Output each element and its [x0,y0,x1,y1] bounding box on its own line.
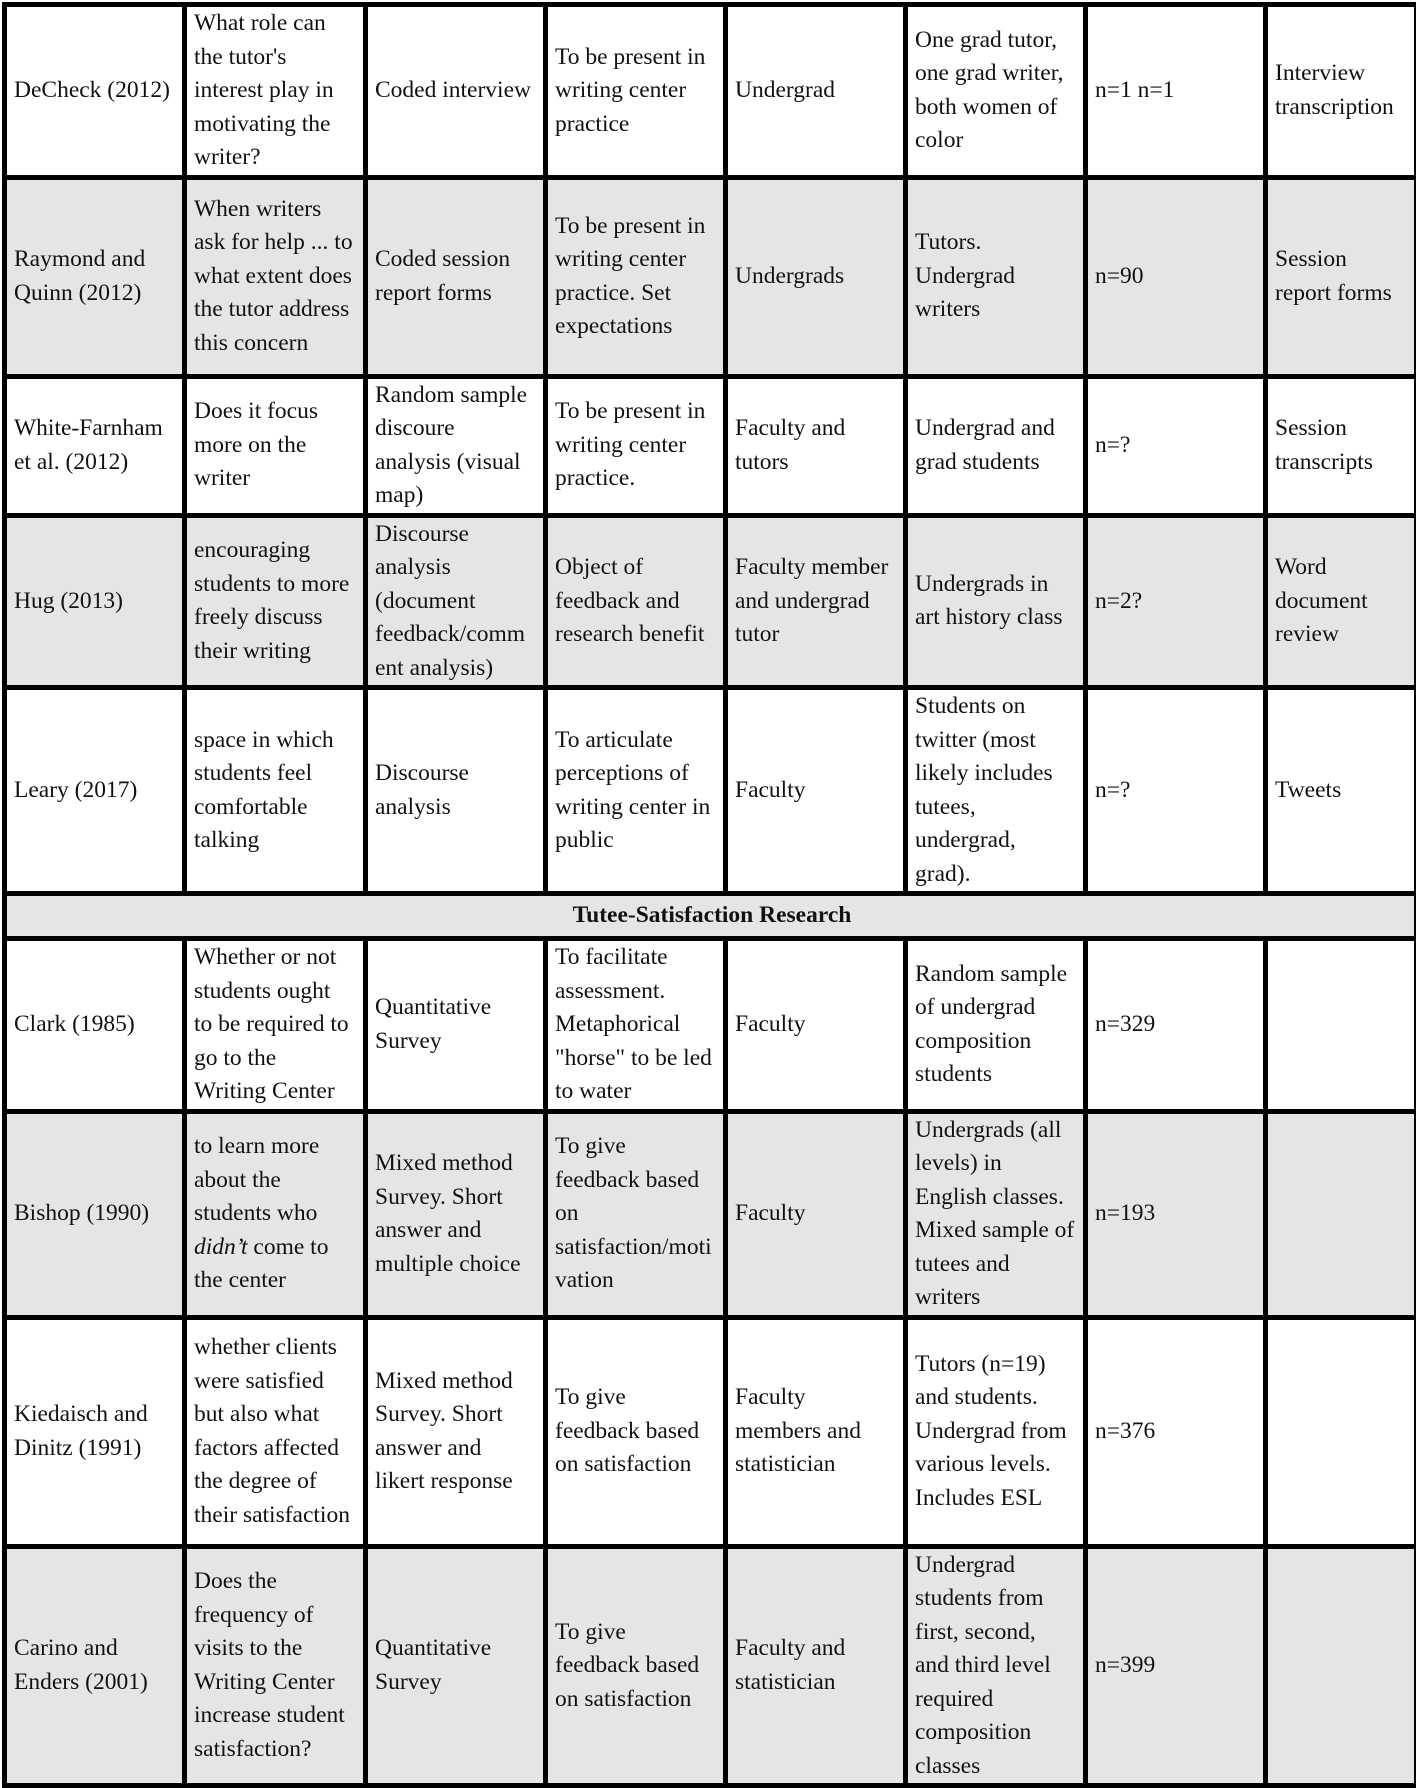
cell-line: satisfaction? [194,1733,359,1767]
cell-line: students [915,1058,1079,1092]
cell-line: were satisfied [194,1365,359,1399]
participants-cell [906,376,1086,515]
sample-size-cell [1086,177,1266,376]
author-cell [5,688,185,894]
cell-line: visits to the [194,1632,359,1666]
researcher-cell [726,939,906,1112]
cell-line: comfortable [194,791,359,825]
author-cell [5,1111,185,1317]
cell-line: analysis [375,791,539,825]
cell-line: grad). [915,858,1079,892]
cell-line: ask for help ... to [194,226,359,260]
sample-size-cell [1086,5,1266,178]
purpose-cell [546,1546,726,1786]
cell-line: Mixed sample of [915,1214,1079,1248]
cell-line: n=376 [1095,1415,1259,1449]
cell-line: Undergrads [735,260,899,294]
cell-line: answer and [375,1432,539,1466]
cell-line: tutor [735,618,899,652]
cell-line: Survey. Short [375,1398,539,1432]
question-cell [185,1317,366,1546]
cell-line: Coded session [375,243,539,277]
cell-line: analysis [375,551,539,585]
cell-line: practice. Set [555,277,719,311]
sample-size-cell [1086,515,1266,688]
cell-line: both women of [915,91,1079,125]
cell-line: Discourse [375,518,539,552]
sample-size-cell [1086,1317,1266,1546]
cell-line: didn’t come to [194,1231,359,1265]
cell-line: To facilitate [555,941,719,975]
participants-cell [906,177,1086,376]
cell-line: color [915,124,1079,158]
section-header-row [5,894,1416,939]
question-cell [185,5,366,178]
purpose-cell [546,1317,726,1546]
participants-cell [906,1111,1086,1317]
cell-line: students who [194,1197,359,1231]
cell-line: Undergrad from [915,1415,1079,1449]
cell-line: writing center [555,429,719,463]
cell-line: motivating the [194,108,359,142]
cell-line: and undergrad [735,585,899,619]
cell-line: Kiedaisch and [14,1398,178,1432]
cell-line: multiple choice [375,1248,539,1282]
data-source-cell [1266,1111,1416,1317]
cell-line: English classes. [915,1181,1079,1215]
cell-line: feedback based [555,1164,719,1198]
cell-line: on [555,1197,719,1231]
participants-cell [906,1317,1086,1546]
cell-line: writer [194,462,359,496]
cell-line: Undergrads in [915,568,1079,602]
author-cell [5,939,185,1112]
cell-line: Undergrad [915,260,1079,294]
cell-line: of undergrad [915,991,1079,1025]
method-cell [366,177,546,376]
purpose-cell [546,688,726,894]
cell-line: Clark (1985) [14,1008,178,1042]
cell-line: various levels. [915,1448,1079,1482]
cell-line: feedback/comm [375,618,539,652]
cell-line: ent analysis) [375,652,539,686]
table-row [5,376,1416,515]
cell-line: Tutors (n=19) [915,1348,1079,1382]
cell-line: but also what [194,1398,359,1432]
cell-line: Tutors. [915,226,1079,260]
cell-line: Metaphorical [555,1008,719,1042]
cell-line: more on the [194,429,359,463]
cell-line: feedback and [555,585,719,619]
cell-line: Faculty [735,1381,899,1415]
cell-line: Does the [194,1565,359,1599]
question-cell [185,939,366,1112]
cell-line: transcripts [1275,446,1410,480]
cell-line: Random sample [375,379,539,413]
researcher-cell [726,376,906,515]
sample-size-cell [1086,939,1266,1112]
cell-line: Carino and [14,1632,178,1666]
question-cell [185,376,366,515]
researcher-cell [726,688,906,894]
author-cell [5,376,185,515]
question-cell [185,177,366,376]
cell-line: Undergrad and [915,412,1079,446]
cell-line: Survey [375,1025,539,1059]
question-cell [185,515,366,688]
cell-line: n=329 [1095,1008,1259,1042]
author-cell [5,1317,185,1546]
cell-line: the center [194,1264,359,1298]
researcher-cell [726,177,906,376]
cell-line: assessment. [555,975,719,1009]
cell-line: report forms [1275,277,1410,311]
cell-line: perceptions of [555,757,719,791]
cell-line: undergrad, [915,824,1079,858]
table-body-section [5,894,1416,939]
cell-line: Tweets [1275,774,1410,808]
cell-line: Whether or not [194,941,359,975]
purpose-cell [546,177,726,376]
cell-line: To be present in [555,395,719,429]
cell-line: Writing Center [194,1666,359,1700]
cell-line: writers [915,293,1079,327]
cell-line: Includes ESL [915,1482,1079,1516]
cell-line: Raymond and [14,243,178,277]
cell-line: research benefit [555,618,719,652]
cell-line: tutees, [915,791,1079,825]
cell-line: Does it focus [194,395,359,429]
cell-line: talking [194,824,359,858]
cell-line: one grad writer, [915,57,1079,91]
method-cell [366,939,546,1112]
cell-line: on satisfaction [555,1683,719,1717]
cell-line: tutees and [915,1248,1079,1282]
cell-line: Interview [1275,57,1410,91]
cell-line: n=1 n=1 [1095,74,1259,108]
cell-line: to learn more [194,1130,359,1164]
purpose-cell [546,376,726,515]
participants-cell [906,1546,1086,1786]
cell-line: vation [555,1264,719,1298]
table-row [5,5,1416,178]
cell-line: feedback based [555,1649,719,1683]
table-row [5,1546,1416,1786]
question-cell [185,1546,366,1786]
table-body-top [5,5,1416,894]
cell-line: expectations [555,310,719,344]
author-cell [5,515,185,688]
sample-size-cell [1086,1546,1266,1786]
cell-line: freely discuss [194,601,359,635]
data-source-cell [1266,1317,1416,1546]
cell-line: tutors [735,446,899,480]
cell-line: members and [735,1415,899,1449]
cell-line: Session [1275,243,1410,277]
cell-line: increase student [194,1699,359,1733]
cell-line: "horse" to be led [555,1042,719,1076]
emphasis: didn’t [194,1234,248,1260]
cell-line: To articulate [555,724,719,758]
participants-cell [906,939,1086,1112]
data-source-cell [1266,1546,1416,1786]
purpose-cell [546,1111,726,1317]
cell-line: report forms [375,277,539,311]
cell-line: Quantitative [375,991,539,1025]
purpose-cell [546,515,726,688]
participants-cell [906,515,1086,688]
cell-line: the tutor address [194,293,359,327]
cell-line: map) [375,479,539,513]
cell-line: satisfaction/moti [555,1231,719,1265]
cell-line: writing center in [555,791,719,825]
cell-line: likert response [375,1465,539,1499]
cell-line: analysis (visual [375,446,539,480]
cell-line: composition [915,1025,1079,1059]
cell-line: frequency of [194,1599,359,1633]
cell-line: To give [555,1381,719,1415]
data-source-cell [1266,376,1416,515]
cell-line: To be present in [555,210,719,244]
data-source-cell [1266,939,1416,1112]
researcher-cell [726,5,906,178]
cell-line: required [915,1683,1079,1717]
cell-line: To give [555,1616,719,1650]
cell-line: students to more [194,568,359,602]
table-row [5,1111,1416,1317]
cell-line: space in which [194,724,359,758]
table-body-bottom [5,939,1416,1786]
cell-line: n=2? [1095,585,1259,619]
cell-line: writer? [194,141,359,175]
cell-line: Leary (2017) [14,774,178,808]
cell-line: to water [555,1075,719,1109]
cell-line: Mixed method [375,1365,539,1399]
cell-line: Writing Center [194,1075,359,1109]
cell-line: n=? [1095,774,1259,808]
cell-line: Undergrad [735,74,899,108]
cell-line: and third level [915,1649,1079,1683]
cell-line: on satisfaction [555,1448,719,1482]
cell-line: practice [555,108,719,142]
cell-line: this concern [194,327,359,361]
cell-line: their satisfaction [194,1499,359,1533]
cell-line: One grad tutor, [915,24,1079,58]
table-row [5,177,1416,376]
cell-line: students from [915,1582,1079,1616]
participants-cell [906,688,1086,894]
cell-line: feedback based [555,1415,719,1449]
cell-line: Coded interview [375,74,539,108]
cell-line: n=90 [1095,260,1259,294]
cell-line: whether clients [194,1331,359,1365]
cell-line: n=399 [1095,1649,1259,1683]
cell-line: factors affected [194,1432,359,1466]
cell-line: Hug (2013) [14,585,178,619]
cell-line: Undergrads (all [915,1114,1079,1148]
method-cell [366,1111,546,1317]
cell-line: White-Farnham [14,412,178,446]
cell-line: Word [1275,551,1410,585]
researcher-cell [726,1317,906,1546]
cell-line: What role can [194,7,359,41]
sample-size-cell [1086,1111,1266,1317]
cell-line: students ought [194,975,359,1009]
cell-line: Faculty and [735,1632,899,1666]
cell-line: Students on [915,690,1079,724]
researcher-cell [726,1546,906,1786]
sample-size-cell [1086,376,1266,515]
cell-line: statistician [735,1666,899,1700]
cell-line: Quinn (2012) [14,277,178,311]
cell-line: Bishop (1990) [14,1197,178,1231]
cell-line: Faculty and [735,412,899,446]
cell-line: et al. (2012) [14,446,178,480]
purpose-cell [546,939,726,1112]
cell-line: Survey [375,1666,539,1700]
cell-line: Faculty member [735,551,899,585]
cell-line: review [1275,618,1410,652]
cell-line: students feel [194,757,359,791]
author-cell [5,5,185,178]
cell-line: likely includes [915,757,1079,791]
cell-line: levels) in [915,1147,1079,1181]
method-cell [366,688,546,894]
method-cell [366,5,546,178]
cell-line: Faculty [735,1197,899,1231]
cell-line: (document [375,585,539,619]
cell-line: Object of [555,551,719,585]
table-row [5,688,1416,894]
participants-cell [906,5,1086,178]
cell-line: grad students [915,446,1079,480]
cell-line: their writing [194,635,359,669]
cell-line: Survey. Short [375,1181,539,1215]
cell-line: about the [194,1164,359,1198]
author-cell [5,177,185,376]
cell-line: Mixed method [375,1147,539,1181]
cell-line: Undergrad [915,1549,1079,1583]
cell-line: encouraging [194,534,359,568]
cell-line: Quantitative [375,1632,539,1666]
cell-line: Session [1275,412,1410,446]
cell-line: interest play in [194,74,359,108]
author-cell [5,1546,185,1786]
cell-line: Dinitz (1991) [14,1432,178,1466]
cell-line: classes [915,1750,1079,1784]
cell-line: go to the [194,1042,359,1076]
method-cell [366,1317,546,1546]
cell-line: Discourse [375,757,539,791]
cell-line: Faculty [735,774,899,808]
section-title: Tutee-Satisfaction Research [5,894,1416,939]
cell-line: To be present in [555,41,719,75]
question-cell [185,1111,366,1317]
cell-line: to be required to [194,1008,359,1042]
table-row [5,939,1416,1112]
cell-line: and students. [915,1381,1079,1415]
cell-line: first, second, [915,1616,1079,1650]
cell-line: the tutor's [194,41,359,75]
cell-line: Random sample [915,958,1079,992]
cell-line: DeCheck (2012) [14,74,178,108]
cell-line: practice. [555,462,719,496]
cell-line: public [555,824,719,858]
cell-line: To give [555,1130,719,1164]
cell-line: composition [915,1716,1079,1750]
cell-line: twitter (most [915,724,1079,758]
table-row [5,515,1416,688]
researcher-cell [726,1111,906,1317]
researcher-cell [726,515,906,688]
cell-line: statistician [735,1448,899,1482]
sample-size-cell [1086,688,1266,894]
method-cell [366,515,546,688]
data-source-cell [1266,688,1416,894]
table-row [5,1317,1416,1546]
cell-line: writing center [555,74,719,108]
cell-line: what extent does [194,260,359,294]
cell-line: art history class [915,601,1079,635]
method-cell [366,376,546,515]
cell-line: Enders (2001) [14,1666,178,1700]
data-source-cell [1266,177,1416,376]
cell-line: When writers [194,193,359,227]
data-source-cell [1266,5,1416,178]
cell-line: n=193 [1095,1197,1259,1231]
cell-line: n=? [1095,429,1259,463]
cell-line: discoure [375,412,539,446]
cell-line: Faculty [735,1008,899,1042]
data-source-cell [1266,515,1416,688]
method-cell [366,1546,546,1786]
cell-line: transcription [1275,91,1410,125]
cell-line: the degree of [194,1465,359,1499]
question-cell [185,688,366,894]
cell-line: document [1275,585,1410,619]
purpose-cell [546,5,726,178]
cell-line: writing center [555,243,719,277]
research-table [2,2,1416,1788]
cell-line: writers [915,1281,1079,1315]
cell-line: answer and [375,1214,539,1248]
